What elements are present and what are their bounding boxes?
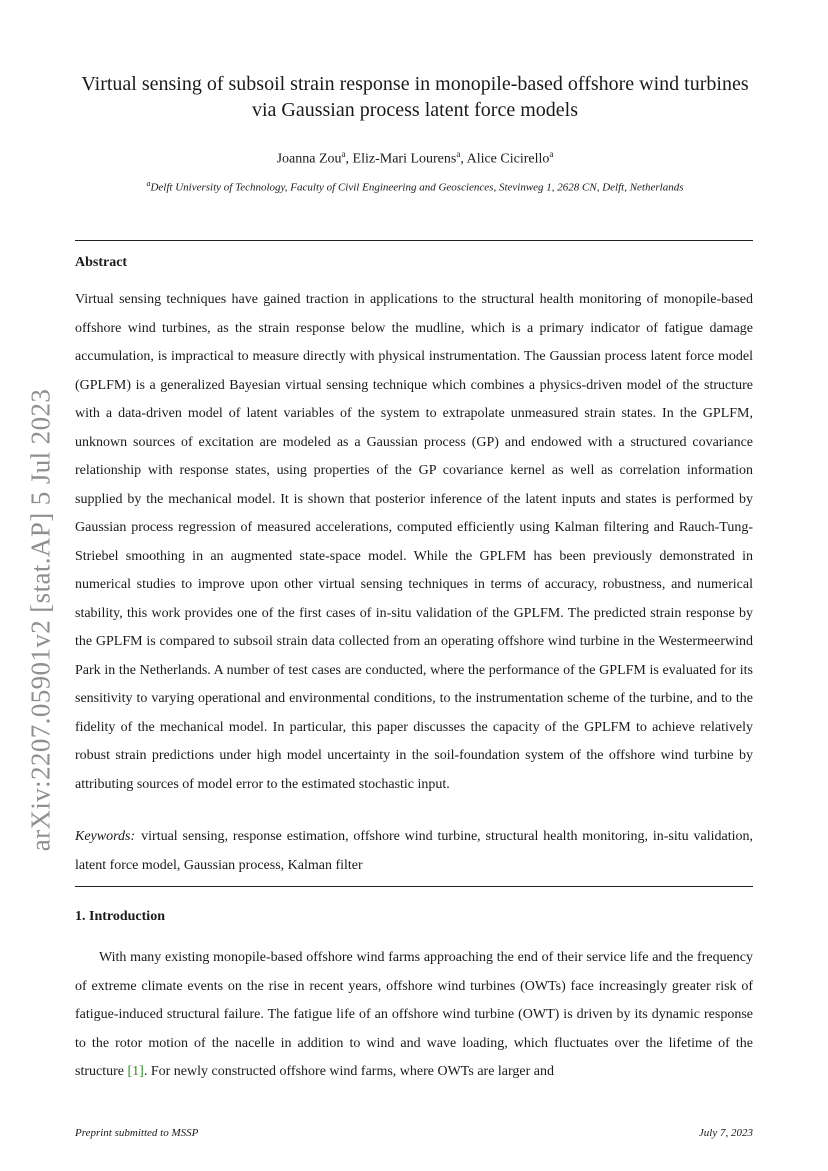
author-name: Joanna Zou xyxy=(276,151,342,167)
keywords-text: virtual sensing, response estimation, offshore wind turbine, structural health monitoring, in-situ validation, latent force model, Gaussian process, Kalman filter xyxy=(75,829,753,873)
introduction-text-continued: . For newly constructed offshore wind farms, where OWTs are larger and xyxy=(143,1064,555,1079)
author-list: Joanna Zou$^a$, Eliz-Mari Lourens$^a$, Alice Cicirello$^a$ xyxy=(276,149,554,167)
abstract-text: Virtual sensing techniques have gained traction in applications to the structural health monitoring of monopile-based offshore wind turbines, as the strain response below the mudline, which is a primary indicator of fatigue damage accumulation, is impractical to measure directly with physical instrumentation. The Gaussian process latent force model (GPLFM) is a generalized Bayesian virtual sensing technique which combines a physics-driven model of the structure with a data-driven model of latent variables of the system to extrapolate unmeasured strain states. In the GPLFM, unknown sources of excitation are modeled as a Gaussian process (GP) and endowed with a structured covariance relationship with response states, using properties of the GP covariance kernel as well as correlation information supplied by the mechanical model. It is shown that posterior inference of the latent inputs and states is performed by Gaussian process regression of measured accelerations, computed efficiently using Kalman filtering and Rauch-Tung-Striebel smoothing in an augmented state-space model. While the GPLFM has been previously demonstrated in numerical studies to improve upon other virtual sensing techniques in terms of accuracy, robustness, and numerical stability, this work provides one of the first cases of in-situ validation of the GPLFM. The predicted strain response by the GPLFM is compared to subsoil strain data collected from an operating offshore wind turbine in the Westermeerwind Park in the Netherlands. A number of test cases are conducted, where the performance of the GPLFM is evaluated for its sensitivity to varying operational and environmental conditions, to the instrumentation scheme of the turbine, and to the fidelity of the mechanical model. In particular, this paper discusses the capacity of the GPLFM to achieve relatively robust strain predictions under high model uncertainty in the soil-foundation system of the offshore wind turbine by attributing sources of model error to the estimated stochastic input. xyxy=(75,292,753,792)
affiliation-text: Delft University of Technology, Faculty of Civil Engineering and Geosciences, Stevinweg 1, 2628 CN, Delft, Netherlands xyxy=(150,181,684,194)
title-line-1: Virtual sensing of subsoil strain response in monopile-based offshore wind turbines xyxy=(81,73,749,95)
arxiv-identifier[interactable]: arXiv:2207.05901v2 [stat.AP] 5 Jul 2023 xyxy=(25,388,56,852)
author-affiliation-mark: a xyxy=(341,149,346,159)
abstract-heading: Abstract xyxy=(75,255,128,270)
author-affiliation-mark: a xyxy=(456,149,461,159)
title-line-2: via Gaussian process latent force models xyxy=(251,99,578,121)
citation-link[interactable]: [1] xyxy=(127,1064,144,1079)
keywords-label: Keywords: xyxy=(75,829,136,844)
keywords xyxy=(75,823,753,880)
author-name: Eliz-Mari Lourens xyxy=(352,151,457,167)
affiliation xyxy=(70,176,760,196)
introduction-heading: 1. Introduction xyxy=(75,909,165,924)
paper-title xyxy=(70,71,760,123)
abstract-top-rule xyxy=(75,240,753,241)
footer-preprint-note: Preprint submitted to MSSP xyxy=(75,1127,199,1139)
introduction-paragraph xyxy=(75,944,753,1087)
author-affiliation-mark: a xyxy=(549,149,554,159)
footer-date: July 7, 2023 xyxy=(698,1127,753,1139)
introduction-text: With many existing monopile-based offshore wind farms approaching the end of their service life and the frequency of extreme climate events on the rise in recent years, offshore wind turbines (OWTs) face increasingly greater risk of fatigue-induced structural failure. The fatigue life of an offshore wind turbine (OWT) is driven by its dynamic response to the rotor motion of the nacelle in addition to wind and wave loading, which fluctuates over the lifetime of the structure xyxy=(75,950,753,1079)
affiliation-mark: a xyxy=(146,179,151,188)
abstract-bottom-rule xyxy=(75,886,753,887)
author-name: Alice Cicirello xyxy=(466,151,550,167)
